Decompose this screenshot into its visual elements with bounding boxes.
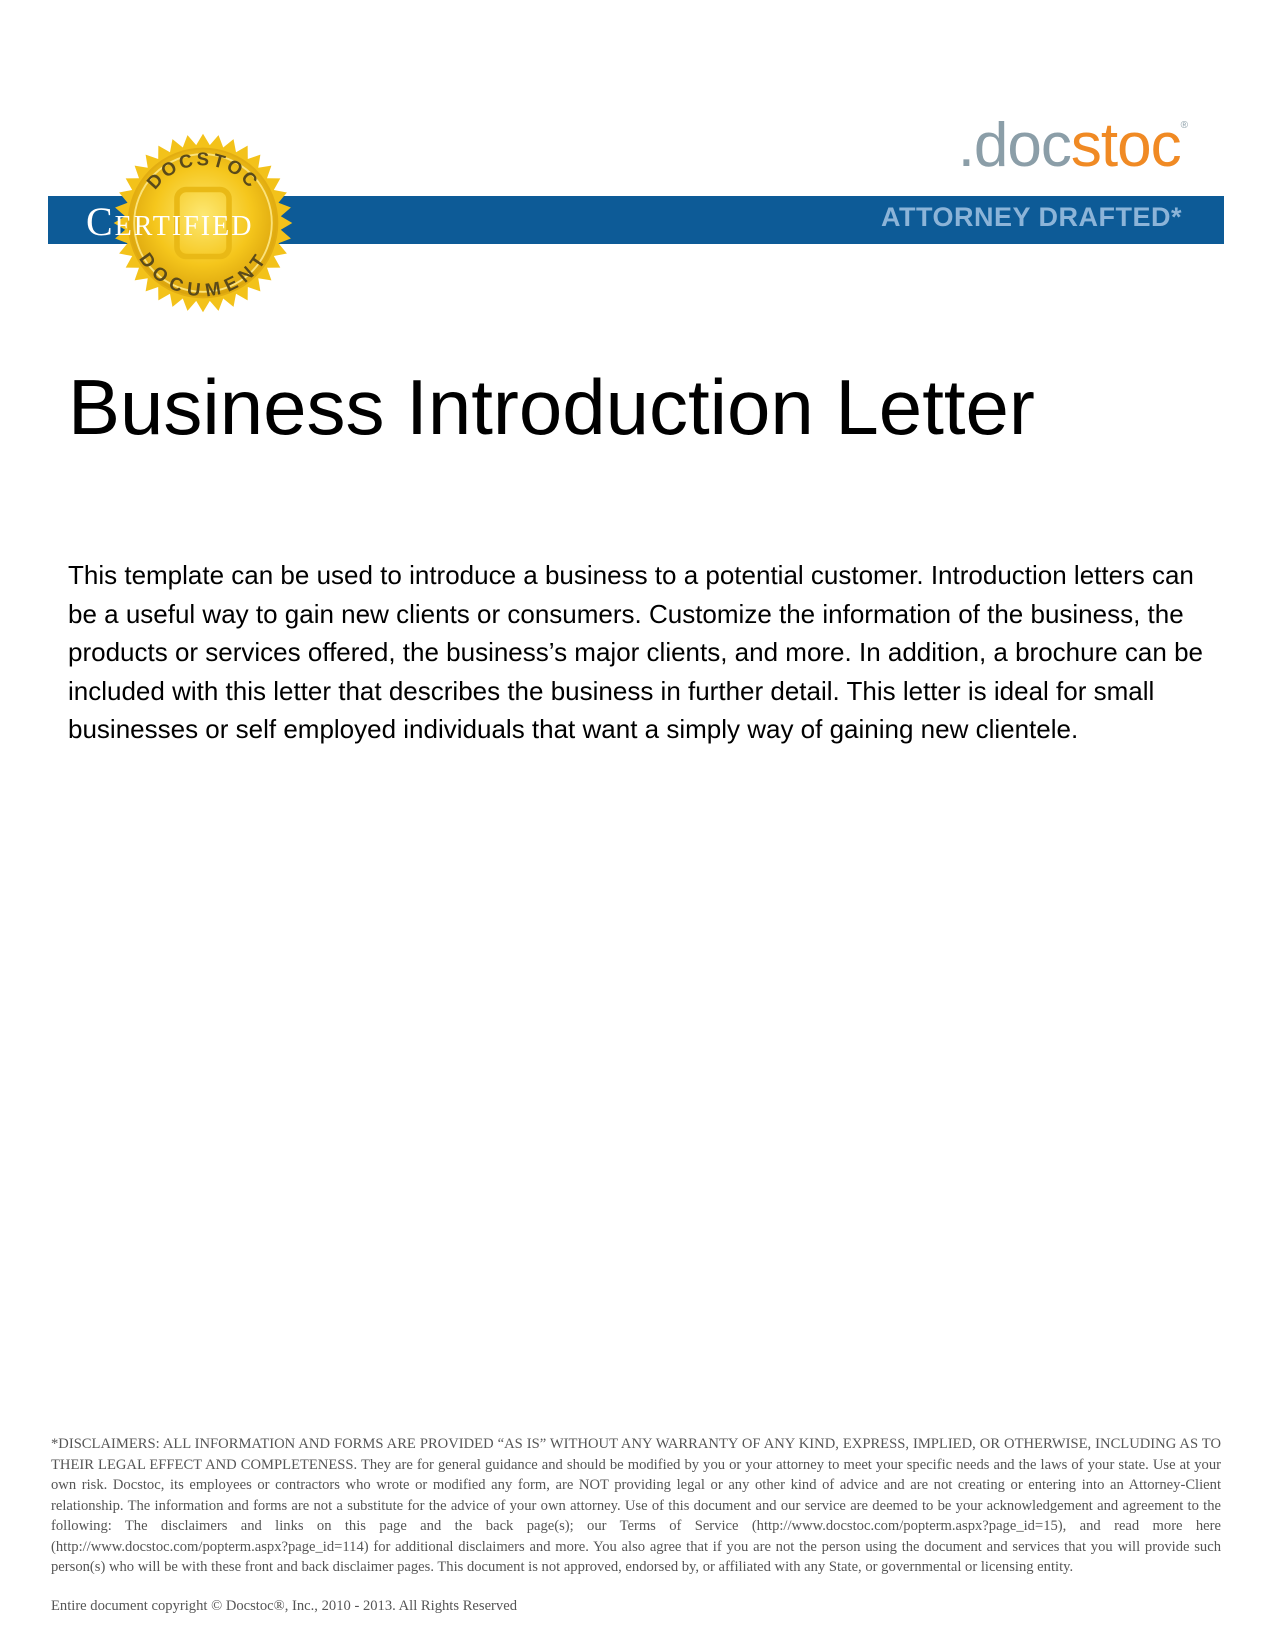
seal-bottom-text: DOCUMENT (135, 248, 271, 301)
logo-stoc-text: stoc (1070, 111, 1181, 180)
copyright-text: Entire document copyright © Docstoc®, Inc., 2010 - 2013. All Rights Reserved (51, 1598, 517, 1614)
disclaimer-text: *DISCLAIMERS: ALL INFORMATION AND FORMS ARE PROVIDED “AS IS” WITHOUT ANY WARRANTY OF ANY KIND, EXPRESS, IMPLIED, OR OTHERWISE, INCLUDING AS TO THEIR LEGAL EFFECT AND COMPLETENESS. They are for general guidance and should be modified by you or your attorney to meet your specific needs and the laws of your state. Use at your own risk. Docstoc, its employees or contractors who wrote or modified any form, are NOT providing legal or any other kind of advice and are not creating or entering into an Attorney-Client relationship. The information and forms are not a substitute for the advice of your own attorney. Use of this document and our service are deemed to be your acknowledgement and agreement to the following: The disclaimers and links on this page and the back page(s); our Terms of Service (http://www.docstoc.com/popterm.aspx?page_id=15), and read more here (http://www.docstoc.com/popterm.aspx?page_id=114) for additional disclaimers and more. You also agree that if you are not the person using the document and services that you will provide such person(s) who will be with these front and back disclaimer pages. This document is not approved, endorsed by, or affiliated with any State, or governmental or licensing entity. (51, 1436, 1221, 1575)
certified-label: Certified (86, 199, 254, 244)
seal-top-text: DOCSTOC (142, 148, 264, 193)
intro-paragraph: This template can be used to introduce a business to a potential customer. Introduction letters can be a useful way to gain new clients or consumers. Customize the information of the business, the products or services offered, the business’s major clients, and more. In addition, a brochure can be included with this letter that describes the business in further detail. This letter is ideal for small businesses or self employed individuals that want a simply way of gaining new clientele. (68, 560, 1203, 744)
attorney-drafted-label: ATTORNEY DRAFTED* (880, 202, 1182, 232)
document-title: Business Introduction Letter (68, 363, 1035, 451)
docstoc-logo (958, 110, 1187, 190)
logo-doc-text: .doc (957, 111, 1071, 180)
logo-registered-mark: ® (1180, 120, 1187, 131)
